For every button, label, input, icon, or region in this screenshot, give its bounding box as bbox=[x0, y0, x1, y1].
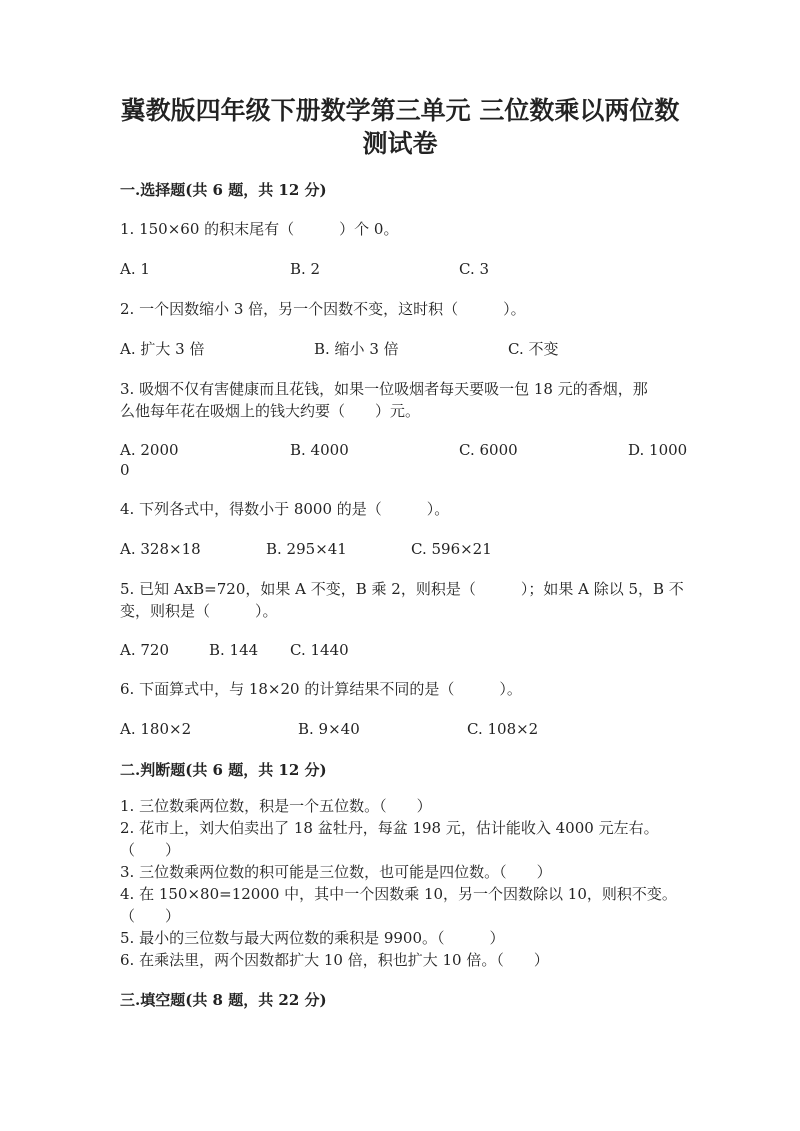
q4-option-b: B. 295×41 bbox=[266, 540, 347, 558]
q3-option-d-wrap: 0 bbox=[120, 461, 130, 479]
q2-option-c: C. 不变 bbox=[508, 340, 559, 358]
question-5-line2: 变，则积是（ ）。 bbox=[120, 602, 278, 620]
q1-option-a: A. 1 bbox=[120, 260, 150, 278]
judgment-line-1: 1. 三位数乘两位数，积是一个五位数。（ ） bbox=[120, 797, 432, 815]
question-2: 2. 一个因数缩小 3 倍，另一个因数不变，这时积（ ）。 bbox=[120, 300, 526, 318]
q2-option-a: A. 扩大 3 倍 bbox=[120, 340, 205, 358]
q4-option-c: C. 596×21 bbox=[411, 540, 492, 558]
section-heading-choice: 一.选择题(共 6 题，共 12 分) bbox=[120, 181, 327, 199]
judgment-line-5: 5. 最小的三位数与最大两位数的乘积是 9900。（ ） bbox=[120, 929, 505, 947]
q6-option-b: B. 9×40 bbox=[298, 720, 360, 738]
q1-option-c: C. 3 bbox=[459, 260, 490, 278]
q6-option-c: C. 108×2 bbox=[467, 720, 539, 738]
q3-option-b: B. 4000 bbox=[290, 441, 349, 459]
judgment-line-2: 2. 花市上，刘大伯卖出了 18 盆牡丹，每盆 198 元，估计能收入 4000 元左右。 bbox=[120, 819, 659, 837]
judgment-line-3: 3. 三位数乘两位数的积可能是三位数，也可能是四位数。（ ） bbox=[120, 863, 552, 881]
q1-option-b: B. 2 bbox=[290, 260, 321, 278]
section-heading-judgment: 二.判断题(共 6 题，共 12 分) bbox=[120, 761, 327, 779]
question-3-line2: 么他每年花在吸烟上的钱大约要（ ）元。 bbox=[120, 402, 421, 420]
judgment-line-6: 6. 在乘法里，两个因数都扩大 10 倍，积也扩大 10 倍。（ ） bbox=[120, 951, 549, 969]
question-1: 1. 150×60 的积末尾有（ ）个 0。 bbox=[120, 220, 399, 238]
page-title-line1: 冀教版四年级下册数学第三单元 三位数乘以两位数 bbox=[120, 96, 680, 125]
q5-option-c: C. 1440 bbox=[290, 641, 349, 659]
question-4: 4. 下列各式中，得数小于 8000 的是（ ）。 bbox=[120, 500, 450, 518]
page-title-line2: 测试卷 bbox=[362, 129, 438, 158]
section-heading-fill-blank: 三.填空题(共 8 题，共 22 分) bbox=[120, 991, 327, 1009]
q3-option-d: D. 1000 bbox=[628, 441, 688, 459]
q5-option-a: A. 720 bbox=[120, 641, 169, 659]
q2-option-b: B. 缩小 3 倍 bbox=[314, 340, 399, 358]
judgment-line-4: 4. 在 150×80=12000 中，其中一个因数乘 10，另一个因数除以 10，则积不变。 bbox=[120, 885, 677, 903]
q5-option-b: B. 144 bbox=[209, 641, 259, 659]
question-5-line1: 5. 已知 AxB=720，如果 A 不变，B 乘 2，则积是（ ）；如果 A 除以 5，B 不 bbox=[120, 580, 684, 598]
question-6: 6. 下面算式中，与 18×20 的计算结果不同的是（ ）。 bbox=[120, 680, 522, 698]
judgment-line-4-wrap: （ ） bbox=[120, 907, 181, 925]
q3-option-a: A. 2000 bbox=[120, 441, 179, 459]
judgment-line-2-wrap: （ ） bbox=[120, 841, 181, 859]
q6-option-a: A. 180×2 bbox=[120, 720, 192, 738]
question-3-line1: 3. 吸烟不仅有害健康而且花钱，如果一位吸烟者每天要吸一包 18 元的香烟，那 bbox=[120, 380, 648, 398]
q4-option-a: A. 328×18 bbox=[120, 540, 201, 558]
q3-option-c: C. 6000 bbox=[459, 441, 518, 459]
